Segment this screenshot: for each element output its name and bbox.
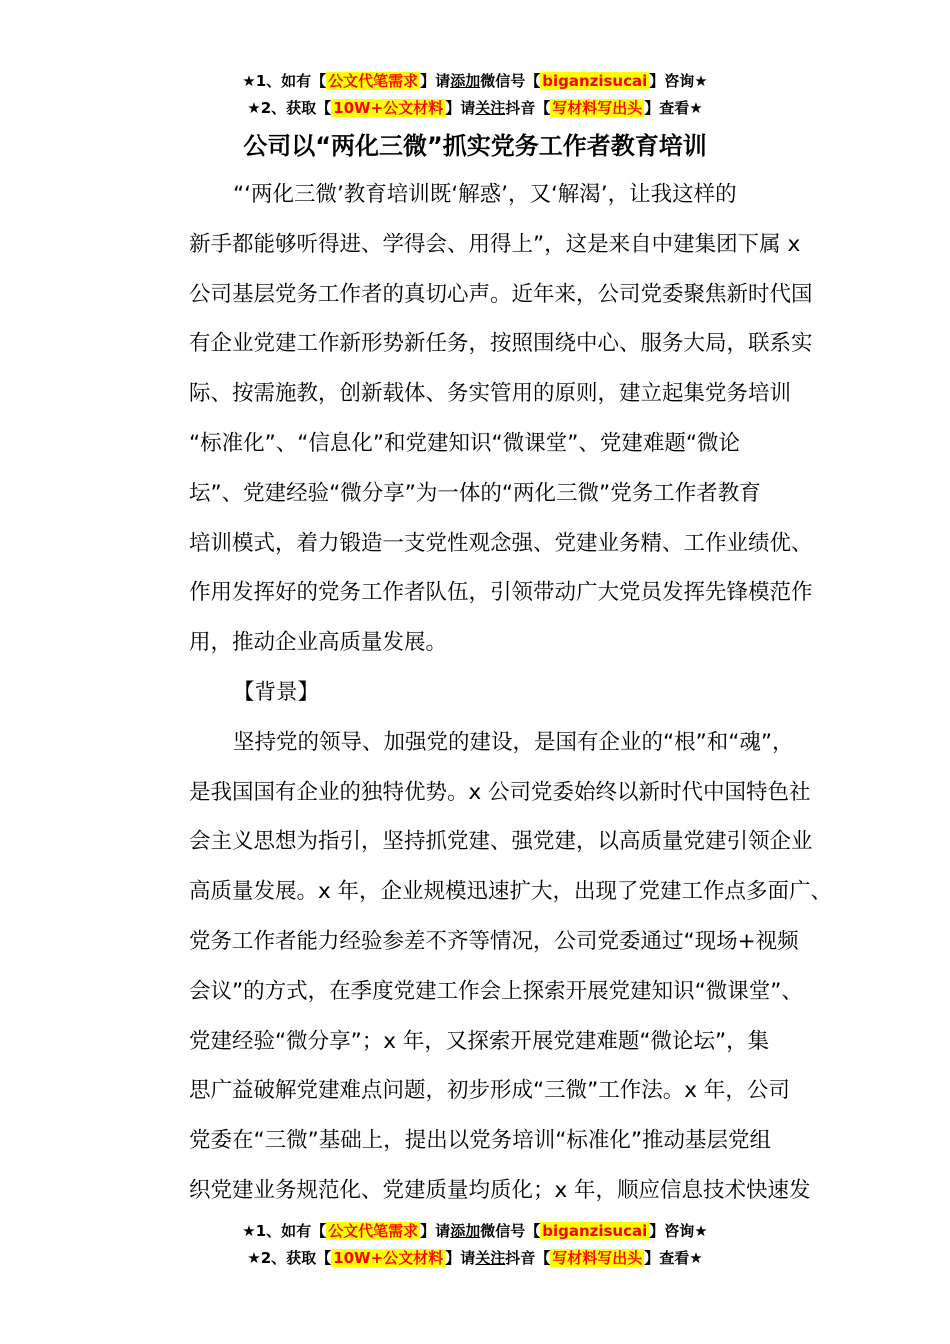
promo-underline-text: 关注 [475,1249,506,1267]
promo-header [0,68,950,122]
text-line: 用，推动企业高质量发展。 [189,630,448,656]
promo-highlight-douyin-account: 写材料写出头 [552,1249,643,1267]
text-line: 有企业党建工作新形势新任务，按照围绕中心、服务大局，联系实 [189,331,813,357]
promo-underline-text: 关注 [475,99,506,117]
promo-text: 】请 [420,72,451,90]
promo-text: 抖音【 [505,99,551,117]
promo-highlight-wechat-id: biganzisucai [542,72,648,90]
text-line: “‘两化三微’教育培训既‘解惑’，又‘解渴’，让我这样的 [233,182,737,207]
document-title: 公司以“两化三微”抓实党务工作者教育培训 [243,132,707,160]
promo-text: ★1、如有【 [242,1222,327,1240]
promo-highlight-materials: 10W+公文材料 [333,99,444,117]
text-line: 作用发挥好的党务工作者队伍，引领带动广大党员发挥先锋模范作 [189,580,813,606]
text-line: 高质量发展。x 年，企业规模迅速扩大，出现了党建工作点多面广、 [189,879,833,905]
promo-text: 】查看★ [644,99,703,117]
promo-text: ★1、如有【 [242,72,327,90]
promo-highlight-materials: 10W+公文材料 [333,1249,444,1267]
paragraph-intro [145,170,813,668]
text-line: 公司基层党务工作者的真切心声。近年来，公司党委聚焦新时代国 [189,281,813,307]
promo-line-2 [0,95,950,122]
text-line: 会主义思想为指引，坚持抓党建、强党建，以高质量党建引领企业 [189,829,813,855]
text-line: 坚持党的领导、加强党的建设，是国有企业的“根”和“魂”， [233,729,794,755]
text-line: 思广益破解党建难点问题，初步形成“三微”工作法。x 年，公司 [189,1078,790,1104]
promo-line-1 [0,68,950,95]
promo-text: 】咨询★ [649,72,708,90]
text-line: 新手都能够听得进、学得会、用得上”，这是来自中建集团下属 x [189,231,801,257]
paragraph-background [145,718,833,1216]
text-line: 是我国国有企业的独特优势。x 公司党委始终以新时代中国特色社 [189,779,811,805]
promo-text: 】请 [445,1249,476,1267]
text-line: 织党建业务规范化、党建质量均质化；x 年，顺应信息技术快速发 [189,1177,811,1203]
promo-text: 】请 [445,99,476,117]
text-line: 党委在“三微”基础上，提出以党务培训“标准化”推动基层党组 [189,1128,772,1154]
promo-text: ★2、获取【 [247,1249,332,1267]
promo-text: 微信号【 [480,1222,541,1240]
text-line: 会议”的方式，在季度党建工作会上探索开展党建知识“微课堂”、 [189,978,803,1004]
text-line: 培训模式，着力锻造一支党性观念强、党建业务精、工作业绩优、 [189,530,813,556]
text-line: 党务工作者能力经验参差不齐等情况，公司党委通过“现场+视频 [189,928,799,954]
text-line: “标准化”、“信息化”和党建知识“微课堂”、党建难题“微论 [189,430,740,456]
promo-text: 微信号【 [480,72,541,90]
section-heading-background [145,668,813,718]
promo-text: 抖音【 [505,1249,551,1267]
promo-text: 】请 [420,1222,451,1240]
text-line: 际、按需施教，创新载体、务实管用的原则，建立起集党务培训 [189,381,792,407]
text-line: 坛”、党建经验“微分享”为一体的“两化三微”党务工作者教育 [189,480,761,506]
text-line: 党建经验“微分享”；x 年，又探索开展党建难题“微论坛”，集 [189,1028,770,1054]
promo-text: ★2、获取【 [247,99,332,117]
section-heading: 【背景】 [233,679,320,705]
promo-text: 】咨询★ [649,1222,708,1240]
promo-line-2 [0,1245,950,1272]
promo-footer [0,1218,950,1272]
promo-underline-text: 添加 [450,1222,481,1240]
promo-line-1 [0,1218,950,1245]
promo-highlight-service: 公文代笔需求 [328,72,419,90]
document-body [145,170,833,1216]
promo-highlight-douyin-account: 写材料写出头 [552,99,643,117]
promo-underline-text: 添加 [450,72,481,90]
promo-highlight-wechat-id: biganzisucai [542,1222,648,1240]
promo-text: 】查看★ [644,1249,703,1267]
promo-highlight-service: 公文代笔需求 [328,1222,419,1240]
